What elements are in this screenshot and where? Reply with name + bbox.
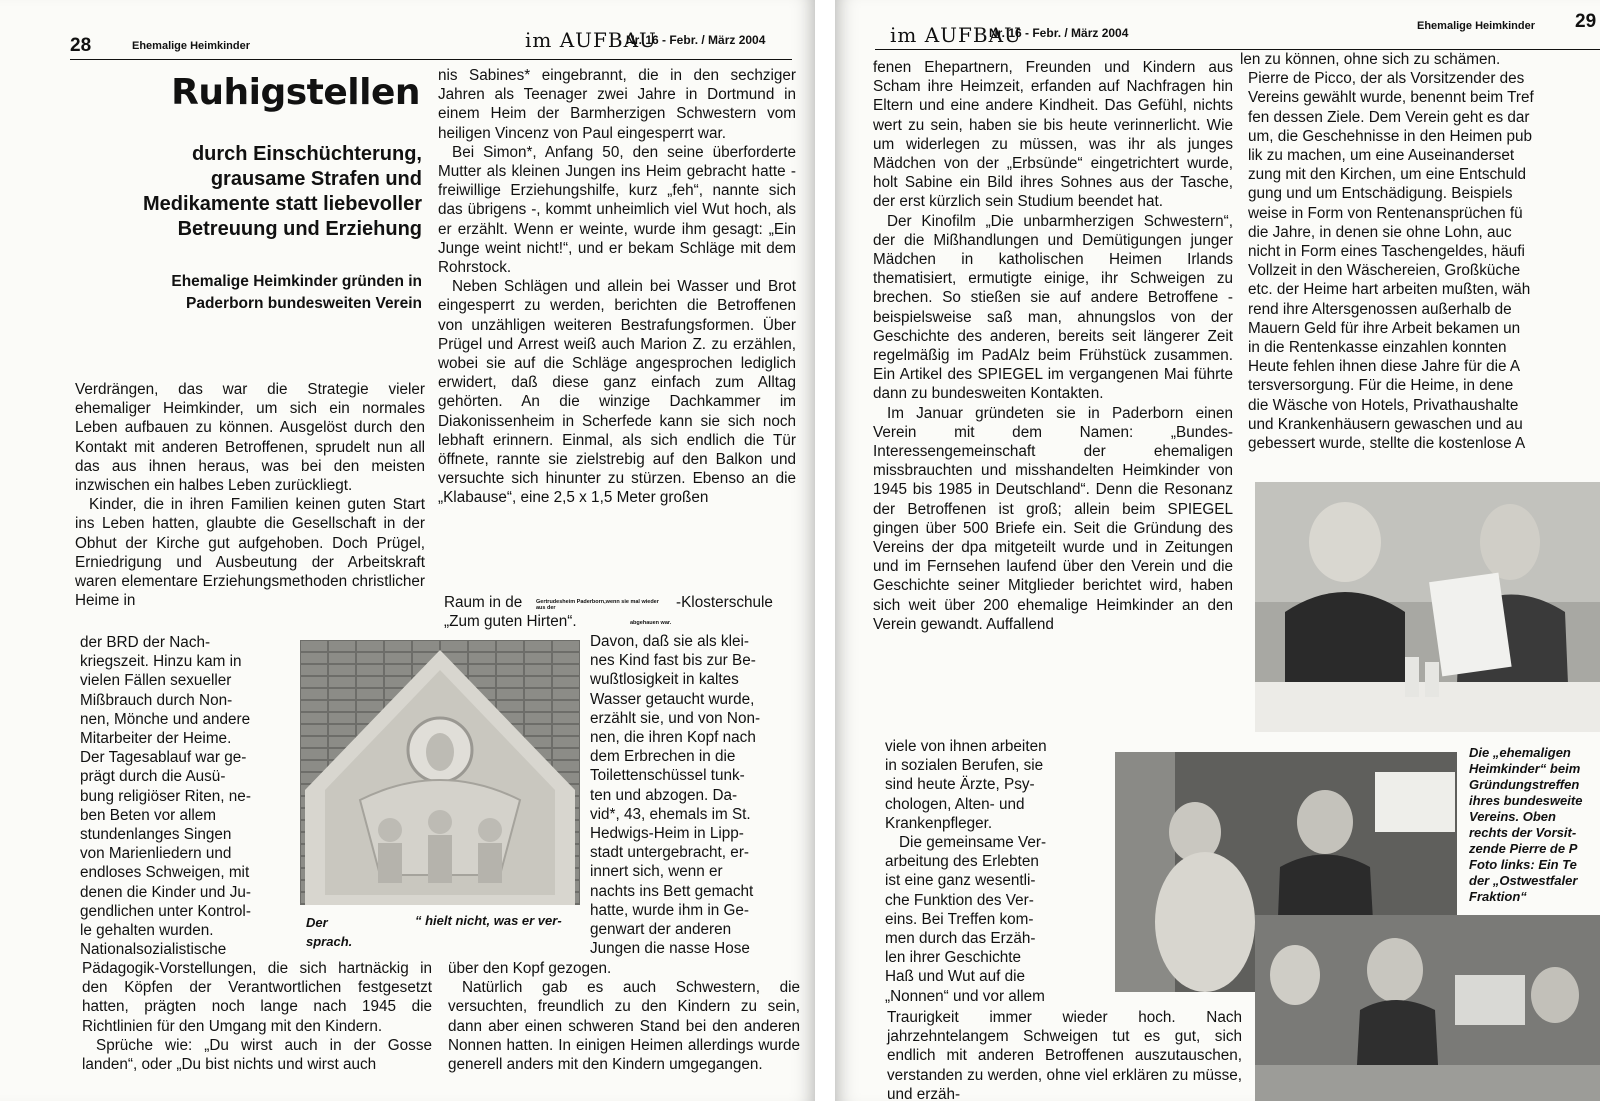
paragraph: Natürlich gab es auch Schwestern, die versuchten, freundlich zu den Kindern zu sein, dann aber einen schweren Stand bei den anderen Nonnen hatten. In einigen Heimen allerdings wurde generell anders mit den Kindern umgegangen. [448, 979, 800, 1074]
meeting-image-bottom [1255, 915, 1600, 1101]
paragraph: über den Kopf gezogen. [448, 960, 612, 977]
section-label: Ehemalige Heimkinder [1417, 20, 1535, 32]
column-3-narrow [885, 737, 1085, 1006]
tiny-caption: abgehauen war. [630, 620, 672, 626]
article-subtitle: durch Einschüchterung, grausame Strafen und Medikamente statt liebevoller Betreuung und Erziehung [143, 143, 422, 240]
column-2-bottom [448, 959, 800, 1074]
column-3-bottom [887, 1008, 1242, 1101]
article-title: Ruhigstellen [171, 72, 420, 113]
article-lead: Ehemalige Heimkinder gründen in Paderborn bundesweiten Verein [171, 273, 422, 312]
relief-image [300, 640, 580, 905]
section-label: Ehemalige Heimkinder [132, 40, 250, 52]
issue-label: Nr. 16 - Febr. / März 2004 [626, 33, 766, 47]
paragraph: Pädagogik-Vorstellungen, die sich hartnäckig in den Köpfen der Verantwortlichen festgesetzt hatten, prägten noch lange nach 1945 die Richtlinien für den Umgang mit den Kindern. [82, 960, 432, 1035]
relief-photo [300, 640, 580, 905]
tiny-caption: Gertrudesheim Paderborn,wenn sie mal wieder aus der [536, 599, 659, 611]
issue-label: Nr. 16 - Febr. / März 2004 [989, 26, 1129, 40]
header-rule [70, 59, 792, 60]
column-3 [873, 58, 1233, 634]
raum-text-end [676, 593, 806, 612]
paragraph: Pierre de Picco, der als Vorsitzender des Vereins gewählt wurde, benennt beim Tref fen dessen Ziele. Dem Verein geht es dar um, die Geschehnisse in den Heimen pub lik zu machen, um eine Auseinanderset zung mit den Kirchen, um eine Entschuld gung und um Entschädigung. Beispiels weise in Form von Rentenansprüchen fü die Jahre, in denen sie ohne Lohn, auc nicht in Form eines Taschengeldes, häufi Vollzeit in den Wäschereien, Großküche etc. der Heime hart arbeiten mußten, wäh rend ihre Altersgenossen außerhalb de Mauern Geld für ihre Arbeit bekamen un in die Rentenkasse einzahlen konnten Heute fehlen ihnen diese Jahre für die A tersversorgung. Für die Heime, in dene die Wäsche von Hotels, Privathaushalte und Krankenhäusern gewaschen und au gebessert wurde, stellte die kostenlose A [1248, 70, 1534, 453]
meeting-photo-bottom [1255, 915, 1600, 1101]
page-number: 28 [70, 35, 92, 56]
page-gutter [815, 0, 835, 1101]
paragraph: „Zum guten Hirten“. [444, 613, 577, 630]
photo-caption: Die „ehemaligen Heimkinder“ beim Gründungstreffen ihres bundesweite Vereins. Oben rechts der Vorsit- zende Pierre de P Foto links: Ein Te der „Ostwestfaler Fraktion“ [1469, 745, 1583, 904]
magazine-logo: im AUFBAU [890, 23, 1022, 47]
paragraph: len zu können, ohne sich zu schämen. [1240, 51, 1501, 68]
paragraph: nis Sabines* eingebrannt, die in den sechziger Jahren als Teenager zwei Jahre in Dortmund in einem Heim der Barmherzigen Schwestern vom heiligen Vincenz von Paul eingesperrt war. [438, 67, 796, 142]
column-4 [1240, 50, 1600, 453]
paragraph: -Klosterschule [676, 594, 773, 611]
meeting-photo-top [1255, 482, 1600, 732]
photo-caption: “ hielt nicht, was er ver- [415, 913, 562, 928]
paragraph: viele von ihnen arbeiten in sozialen Berufen, sie sind heute Ärzte, Psy- chologen, Alten- und Krankenpfleger. [885, 738, 1047, 832]
paragraph: Raum in de [444, 594, 523, 611]
paragraph: Neben Schlägen und allein bei Wasser und Brot eingesperrt zu werden, berichten die Betroffenen von unzähligen weiteren Bestrafungsformen. Über Prügel und Arrest weiß auch Marion Z. zu erzählen, wobei sie auf die Schläge angesprochen lediglich erwidert, daß diese ganz einfach zum Alltag gehörten. An die winzige Dachkammer im Diakonissenheim in Scherfede kann sie sich noch lebhaft erinnern. Einmal, als sich endlich die Tür öffnete, rannte sie zielstrebig auf den Balkon und versuchte sich hinunter zu stürzen. Ebenso an die „Klabause“, eine 2,5 x 1,5 Meter großen [438, 278, 796, 507]
column-1-bottom [82, 959, 432, 1074]
meeting-image-top [1255, 482, 1600, 732]
zum-text [444, 612, 614, 631]
paragraph: Die gemeinsame Ver- arbeitung des Erlebten ist eine ganz wesentli- che Funktion des Ver- eins. Bei Treffen kom- men durch das Erzäh- len ihrer Geschichte Haß und Wut auf die „Nonnen“ und vor allem [885, 834, 1047, 1005]
paragraph: Bei Simon*, Anfang 50, den seine überforderte Mutter als kleinen Jungen ins Heim gebracht hatte - freiwillige Erziehungshilfe, kurz „feh“, nannte sich das übrigens -, kommt unheimlich viel Wut hoch, als er erzählt. Wenn er weinte, wurde ihm gesagt: „Ein Junge weint nicht!“, und er bekam Schläge mit dem Rohrstock. [438, 143, 796, 277]
right-page [835, 0, 1600, 1101]
paragraph: Kinder, die in ihren Familien keinen guten Start ins Leben hatten, glaubte die Gesellschaft in der Obhut der Kirche gut aufgehoben. Doch Prügel, Erniedrigung und Ausbeutung der Arbeitskraft waren elementare Erziehungsmethoden christlicher Heime in [75, 496, 425, 610]
photo-caption: Der [306, 915, 328, 930]
column-2 [438, 66, 796, 508]
magazine-logo: im AUFBAU [525, 28, 657, 52]
column-1 [75, 380, 425, 610]
page-number: 29 [1575, 11, 1597, 32]
paragraph: Im Januar gründeten sie in Paderborn einen Verein mit dem Namen: „Bundes-Interessengemeinschaft der ehemaligen missbrauchten und misshandelten Heimkinder von 1945 bis 1985 in Deutschland“. Denn die Resonanz der Betroffenen ist groß; allein beim SPIEGEL gingen über 500 Briefe ein. Seit die Gründung des Vereins der dpa mitgeteilt wurde und in Zeitungen und im Fernsehen laufend über den Verein und die Geschichte seiner Mitglieder berichtet wird, haben sich weit über 200 ehemalige Heimkinder an den Verein gewandt. Auffallend [873, 404, 1233, 633]
paragraph: Der Kinofilm „Die unbarmherzigen Schwestern“, der die Mißhandlungen und Demütigungen junger Mädchen in katholischen Heimen Irlands thematisiert, ermutigte einige, ihr Schweigen zu brechen. So stießen sie auf andere Betroffene - beispielsweise saß man, ahnungslos von der Geschichte des anderen, bereits seit längerer Zeit regelmäßig im PadAlz beim Frühstück zusammen. Ein Artikel des SPIEGEL im vergangenen Mai führte dann zu bundesweiten Kontakten. [873, 212, 1233, 403]
column-1-narrow [80, 633, 285, 959]
paragraph: Verdrängen, das war die Strategie vieler ehemaliger Heimkinder, um sich ein normales Leben aufbauen zu können. Ausgelöst durch den Kontakt mit anderen Betroffenen, sprudelt nun all das aus ihnen heraus, was bei den meisten inzwischen ein halbes Leben zurückliegt. [75, 381, 425, 495]
paragraph: Davon, daß sie als klei- nes Kind fast bis zur Be- wußtlosigkeit in kaltes Wasser getaucht wurde, erzählt sie, und von Non- nen, die ihren Kopf nach dem Erbrechen in die Toilettenschüssel tunk- ten und abzogen. Da- vid*, 43, ehemals im St. Hedwigs-Heim in Lipp- stadt untergebracht, er- innert sich, wenn er nachts ins Bett gemacht hatte, wurde ihm in Ge- genwart der anderen Jungen die nasse Hose [590, 633, 761, 958]
column-2-narrow [590, 632, 798, 958]
photo-caption: sprach. [306, 934, 353, 949]
paragraph: Traurigkeit immer wieder hoch. Nach jahrzehntelangem Schweigen tut es gut, sich endlich mit anderen Betroffenen auszutauschen, verstanden zu werden, ohne viel erklären zu müsse, und erzäh- [887, 1009, 1242, 1101]
paragraph: Sprüche wie: „Du wirst auch in der Gosse landen“, oder „Du bist nichts und wirst auch [82, 1036, 432, 1074]
paragraph: fenen Ehepartnern, Freunden und Kindern aus Scham ihre Heimzeit, erfanden auf Nachfragen hin Eltern und eine andere Kindheit. Das Gefühl, nichts wert zu sein, haben sie bis heute verinnerlicht. Wie um widerlegen zu müssen, was ihr als junges Mädchen von der „Erbsünde“ eingetrichtert wurde, holt Sabine ein Bild ihres Sohnes aus der Tasche, der erst kürzlich sein Studium beendet hat. [873, 59, 1233, 211]
paragraph: der BRD der Nach- kriegszeit. Hinzu kam in vielen Fällen sexueller Mißbrauch durch Non- nen, Mönche und andere Mitarbeiter der Heime. Der Tagesablauf war ge- prägt durch die Ausü- bung religiöser Riten, ne- ben Beten vor allem stundenlanges Singen von Marienliedern und endloses Schweigen, mit denen die Kinder und Ju- gendlichen unter Kontrol- le gehalten wurden. Nationalsozialistische [80, 634, 251, 959]
